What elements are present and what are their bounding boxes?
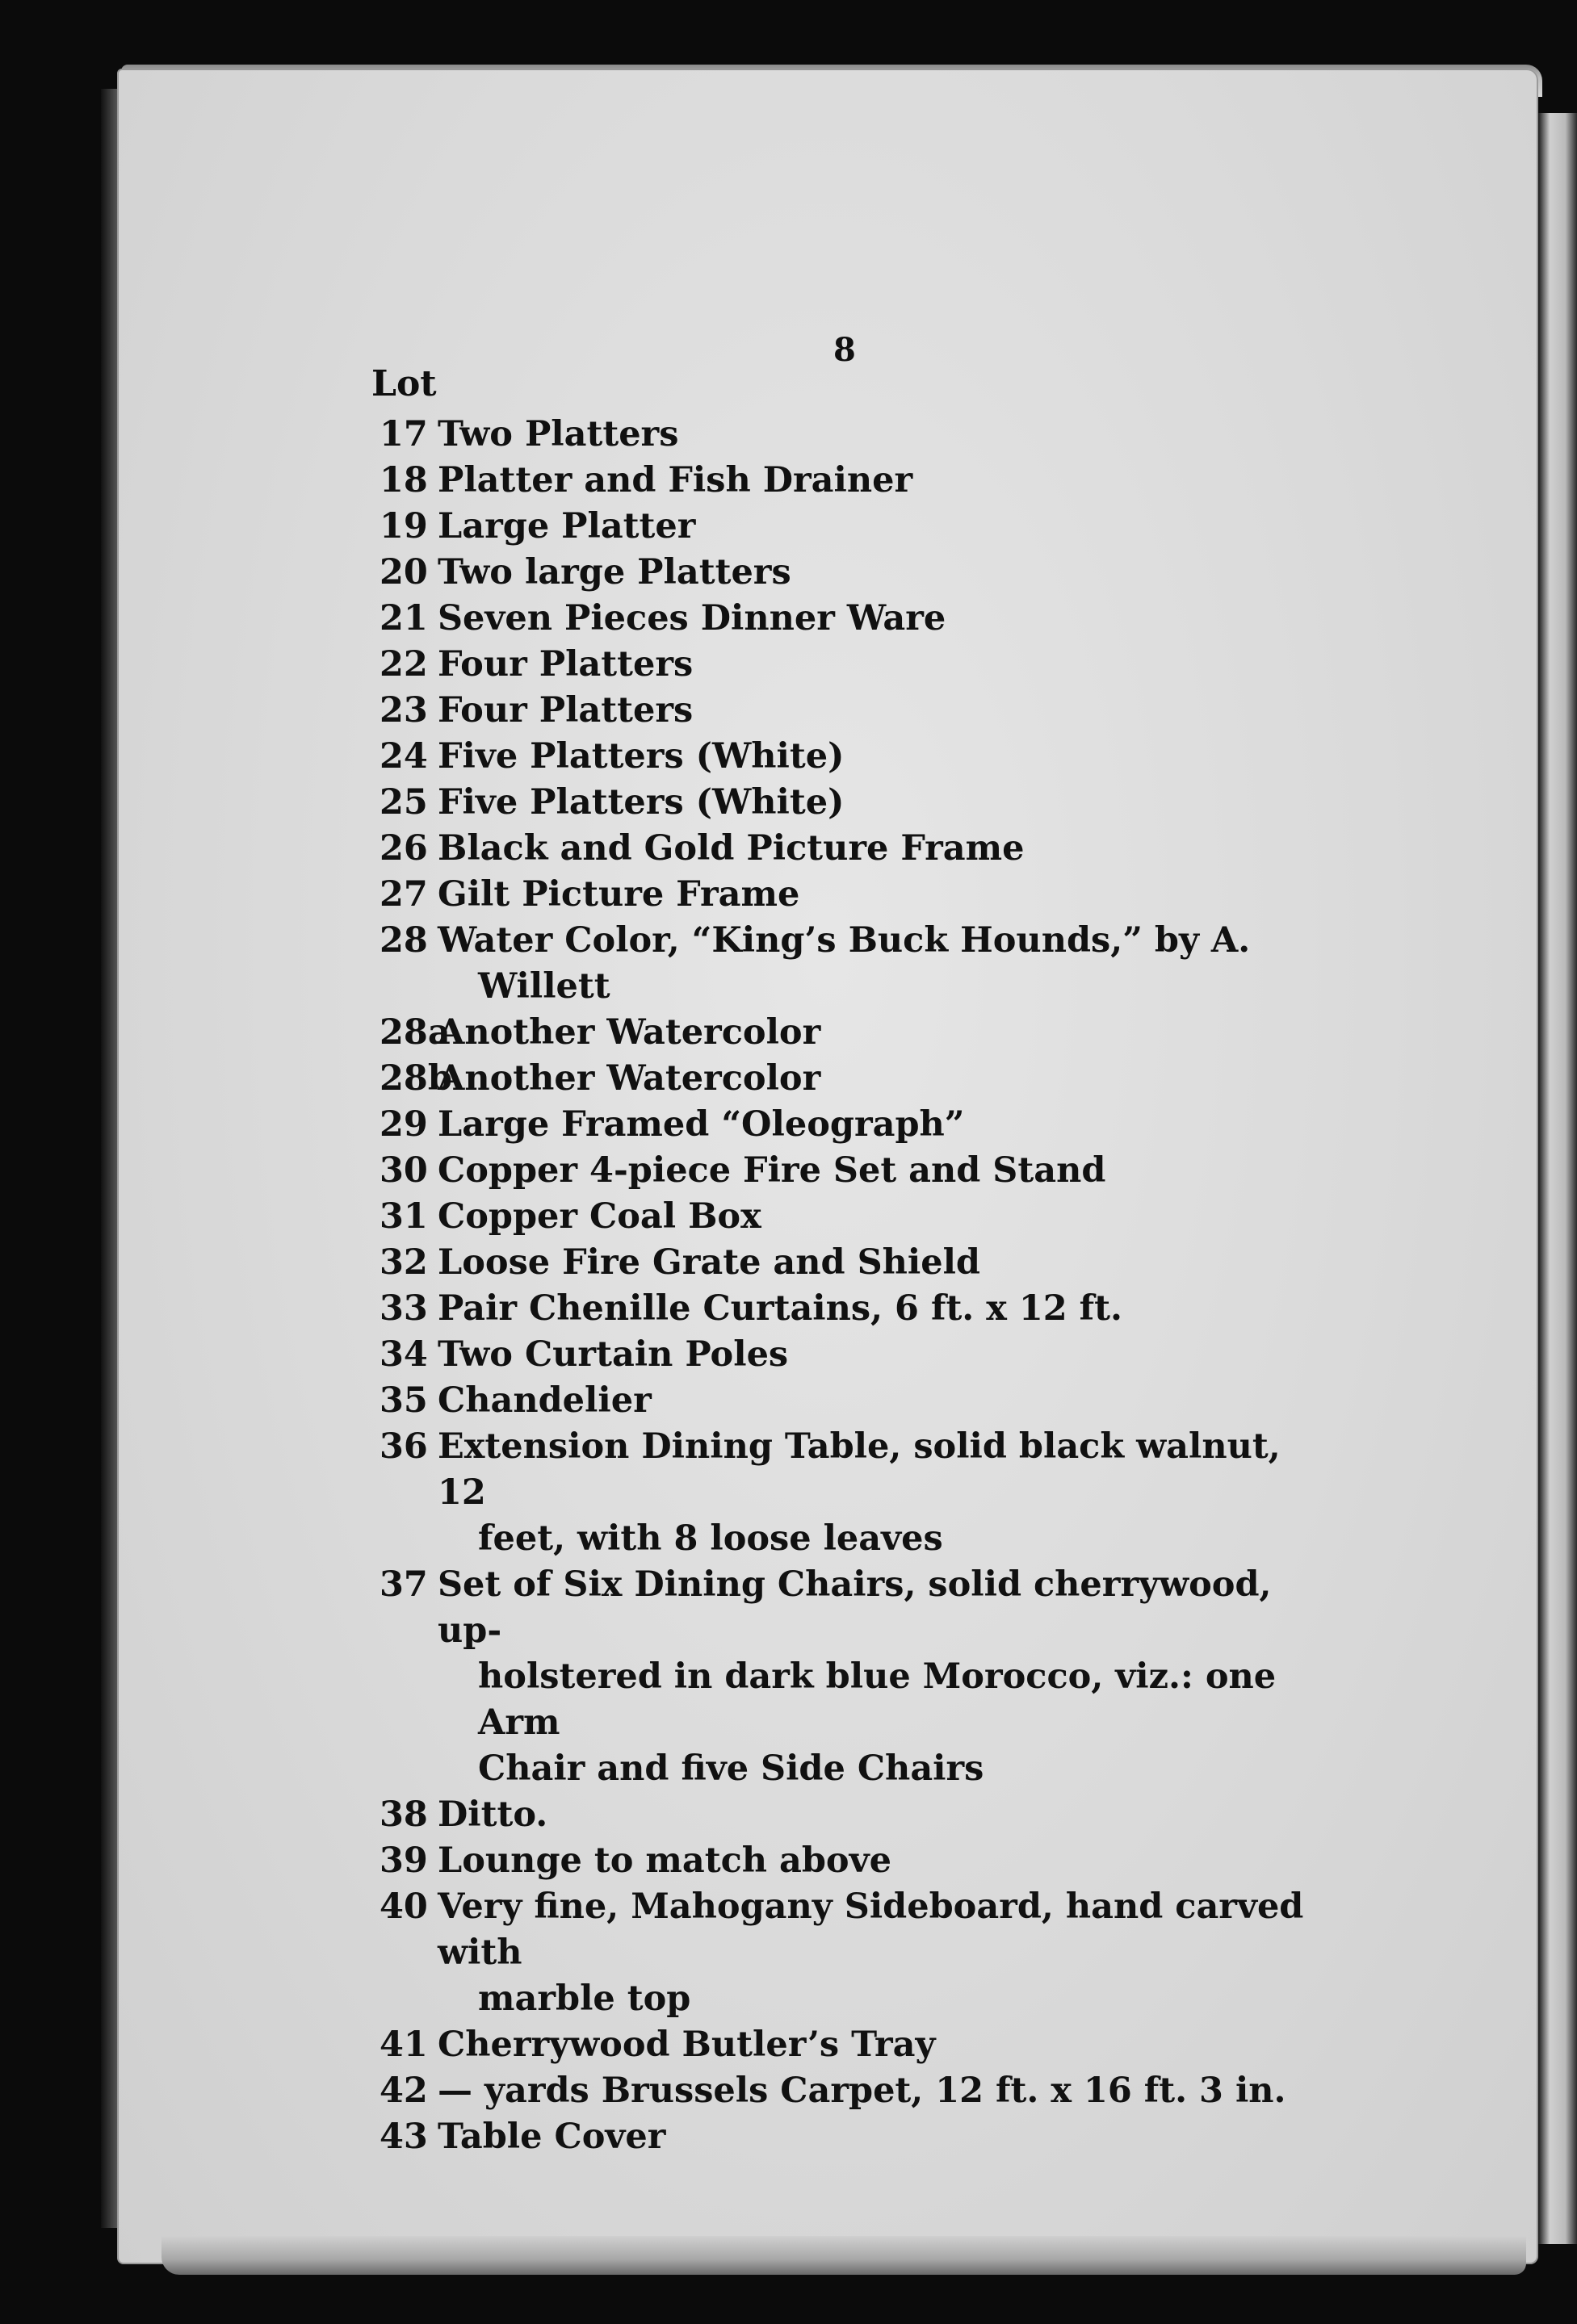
lot-entry (380, 734, 1332, 780)
lot-number: 35 (380, 1380, 428, 1421)
lot-description: Large Platter (438, 506, 696, 546)
lot-description: Black and Gold Picture Frame (438, 828, 1025, 869)
lot-number: 39 (380, 1840, 428, 1881)
lot-description-continued: Willett (478, 966, 610, 1007)
lot-number: 28 (380, 920, 428, 961)
lot-entry (380, 1102, 1332, 1148)
lot-description: Ditto. (438, 1794, 548, 1835)
lot-description: Lounge to match above (438, 1840, 891, 1881)
page-bottom-edge (161, 2236, 1526, 2275)
lot-heading: Lot (371, 363, 437, 404)
lot-entry (380, 780, 1332, 826)
lot-description: Four Platters (438, 690, 694, 731)
lot-number: 20 (380, 552, 428, 593)
lot-entry (380, 458, 1332, 504)
lot-description: Five Platters (White) (438, 782, 845, 823)
lot-description-continued: feet, with 8 loose leaves (478, 1518, 943, 1559)
lot-entry (380, 688, 1332, 734)
lot-number: 42 (380, 2071, 428, 2111)
lot-number: 28b (380, 1058, 452, 1099)
lot-description: Copper Coal Box (438, 1196, 761, 1237)
lot-number: 31 (380, 1196, 428, 1237)
lot-description: Seven Pieces Dinner Ware (438, 598, 946, 639)
lot-description: Large Framed “Oleograph” (438, 1104, 965, 1145)
lot-number: 21 (380, 598, 428, 639)
lot-description: Very fine, Mahogany Sideboard, hand carved with (438, 1886, 1304, 1973)
lot-description: Four Platters (438, 644, 694, 685)
lot-description: Pair Chenille Curtains, 6 ft. x 12 ft. (438, 1288, 1122, 1329)
lot-entry (380, 826, 1332, 872)
lot-number: 40 (380, 1886, 428, 1927)
lot-description: Loose Fire Grate and Shield (438, 1242, 980, 1283)
lot-entry (380, 1562, 1332, 1792)
lot-entry (380, 504, 1332, 550)
lot-entry (380, 2068, 1332, 2114)
lot-entry (380, 1056, 1332, 1102)
lot-number: 27 (380, 874, 428, 915)
lot-number: 43 (380, 2117, 428, 2157)
lot-number: 33 (380, 1288, 428, 1329)
lot-description: Two Platters (438, 414, 679, 454)
lot-entry (380, 1424, 1332, 1562)
lot-description: Copper 4-piece Fire Set and Stand (438, 1150, 1106, 1191)
lot-entry (380, 1792, 1332, 1838)
lot-number: 36 (380, 1426, 428, 1467)
lot-description: Cherrywood Butler’s Tray (438, 2025, 936, 2065)
lot-entry (380, 2022, 1332, 2068)
lot-description: Another Watercolor (438, 1012, 821, 1053)
lot-description: Extension Dining Table, solid black walnut, 12 (438, 1426, 1281, 1513)
lot-number: 29 (380, 1104, 428, 1145)
lot-number: 17 (380, 414, 428, 454)
lot-description-continued-2: Chair and five Side Chairs (478, 1748, 984, 1789)
lot-number: 32 (380, 1242, 428, 1283)
page-number: 8 (833, 331, 856, 369)
lot-description: Two Curtain Poles (438, 1334, 789, 1375)
lot-description: — yards Brussels Carpet, 12 ft. x 16 ft. 3 in. (438, 2071, 1286, 2111)
lot-entry (380, 1332, 1332, 1378)
lot-description: Two large Platters (438, 552, 791, 593)
lot-entry (380, 1838, 1332, 1884)
lot-description-continued: marble top (478, 1979, 691, 2019)
lot-description: Chandelier (438, 1380, 652, 1421)
lot-number: 19 (380, 506, 428, 546)
lot-entry (380, 550, 1332, 596)
lot-entry (380, 1148, 1332, 1194)
lot-entry (380, 918, 1332, 1010)
lot-number: 26 (380, 828, 428, 869)
lot-entry (380, 596, 1332, 642)
lot-entry (380, 1378, 1332, 1424)
book-spine (1538, 113, 1577, 2244)
lot-description: Gilt Picture Frame (438, 874, 800, 915)
lot-description: Water Color, “King’s Buck Hounds,” by A. (438, 920, 1251, 961)
lot-description: Table Cover (438, 2117, 666, 2157)
lot-number: 38 (380, 1794, 428, 1835)
lot-number: 28a (380, 1012, 451, 1053)
lot-number: 37 (380, 1564, 428, 1605)
lot-entry (380, 2114, 1332, 2160)
lot-entry (380, 1286, 1332, 1332)
lot-entry (380, 872, 1332, 918)
lot-number: 34 (380, 1334, 428, 1375)
lot-number: 30 (380, 1150, 428, 1191)
lot-number: 41 (380, 2025, 428, 2065)
lot-entry (380, 642, 1332, 688)
lot-number: 22 (380, 644, 428, 685)
lot-entry (380, 1010, 1332, 1056)
lot-entry (380, 1194, 1332, 1240)
lot-number: 18 (380, 460, 428, 500)
lot-description: Another Watercolor (438, 1058, 821, 1099)
lot-entry (380, 1884, 1332, 2022)
lot-number: 25 (380, 782, 428, 823)
lot-entry (380, 1240, 1332, 1286)
lot-entry (380, 412, 1332, 458)
lot-number: 23 (380, 690, 428, 731)
lot-description: Platter and Fish Drainer (438, 460, 913, 500)
lot-list (380, 412, 1332, 2160)
lot-description: Five Platters (White) (438, 736, 845, 777)
lot-description: Set of Six Dining Chairs, solid cherrywood, up- (438, 1564, 1272, 1651)
lot-number: 24 (380, 736, 428, 777)
lot-description-continued: holstered in dark blue Morocco, viz.: one Arm (478, 1656, 1277, 1743)
